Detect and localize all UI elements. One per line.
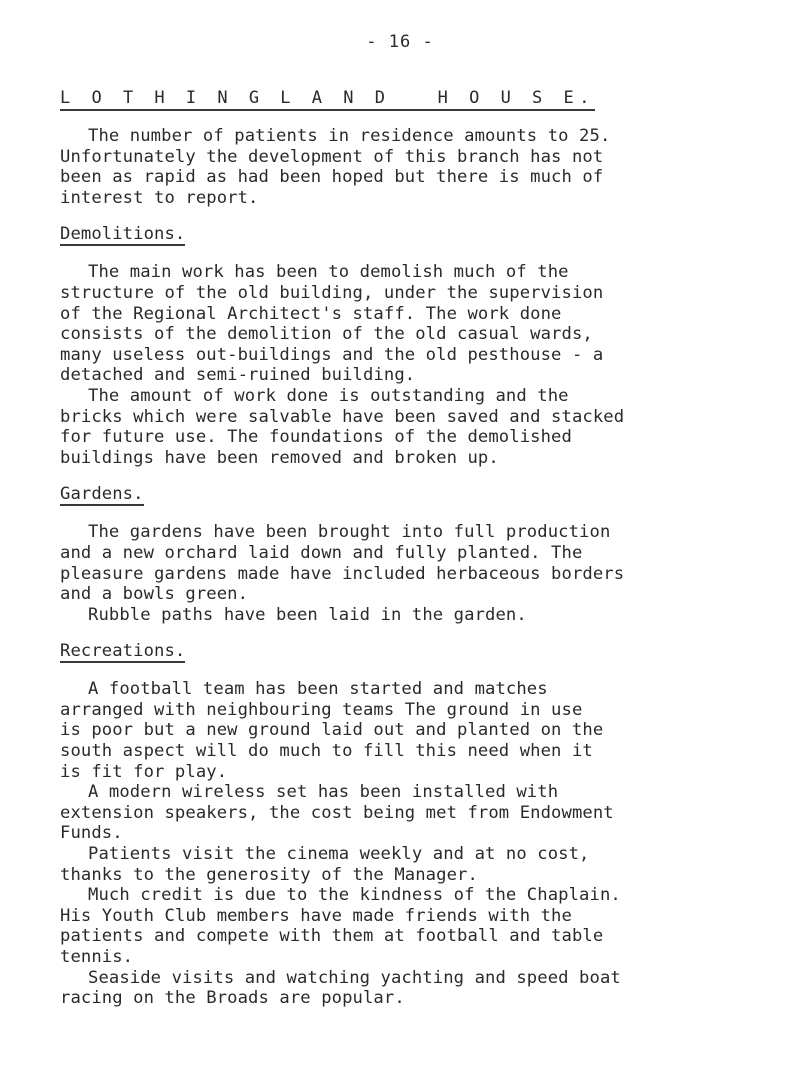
text-line: detached and semi-ruined building. [60,365,416,386]
text-line: The number of patients in residence amounts to 25. [88,126,611,146]
text-line: bricks which were salvable have been saved and stacked [60,406,625,427]
document-body [60,126,780,1009]
text-line: Seaside visits and watching yachting and speed boat [88,967,621,988]
text-line: A modern wireless set has been installed with [88,782,559,803]
section-recreations [60,641,780,1009]
section-heading: Recreations. [60,641,186,662]
section-heading: Demolitions. [60,224,186,245]
document-title: L O T H I N G L A N D H O U S E. [60,88,595,111]
section-heading: Gardens. [60,484,144,505]
text-line: been as rapid as had been hoped but there is much of [60,167,604,188]
text-line: A football team has been started and matches [88,679,548,700]
text-line: pleasure gardens made have included herbaceous borders [60,563,625,584]
text-line: and a new orchard laid down and fully planted. The [60,542,583,563]
text-line: Unfortunately the development of this branch has not [60,146,604,167]
page-number: - 16 - [366,32,434,52]
section-demolitions [60,224,780,468]
text-line: south aspect will do much to fill this need when it [60,741,593,762]
text-line: is poor but a new ground laid out and planted on the [60,720,604,741]
text-line: consists of the demolition of the old casual wards, [60,324,593,345]
text-line: interest to report. [60,187,259,208]
text-line: and a bowls green. [60,584,249,605]
text-line: for future use. The foundations of the demolished [60,427,572,448]
text-line: The main work has been to demolish much of the [88,262,569,283]
text-line: The amount of work done is outstanding and the [88,385,569,406]
text-line: arranged with neighbouring teams The ground in use [60,699,583,720]
text-line: racing on the Broads are popular. [60,988,405,1009]
text-line: many useless out-buildings and the old pesthouse - a [60,344,604,365]
text-line: Patients visit the cinema weekly and at no cost, [88,844,590,865]
text-line: tennis. [60,947,134,967]
text-line: Rubble paths have been laid in the garden. [88,604,527,625]
text-line: buildings have been removed and broken up. [60,447,499,468]
section-gardens [60,484,780,625]
text-line: of the Regional Architect's staff. The work done [60,303,562,324]
text-line: The gardens have been brought into full production [88,522,611,543]
text-line: His Youth Club members have made friends with the [60,905,572,926]
text-line: is fit for play. [60,761,228,782]
text-line: Funds. [60,823,123,844]
intro-paragraph [60,126,780,208]
text-line: thanks to the generosity of the Manager. [60,864,478,885]
text-line: structure of the old building, under the supervision [60,282,604,303]
text-line: extension speakers, the cost being met from Endowment [60,802,614,823]
text-line: Much credit is due to the kindness of the Chaplain. [88,885,621,906]
text-line: patients and compete with them at football and table [60,926,604,947]
